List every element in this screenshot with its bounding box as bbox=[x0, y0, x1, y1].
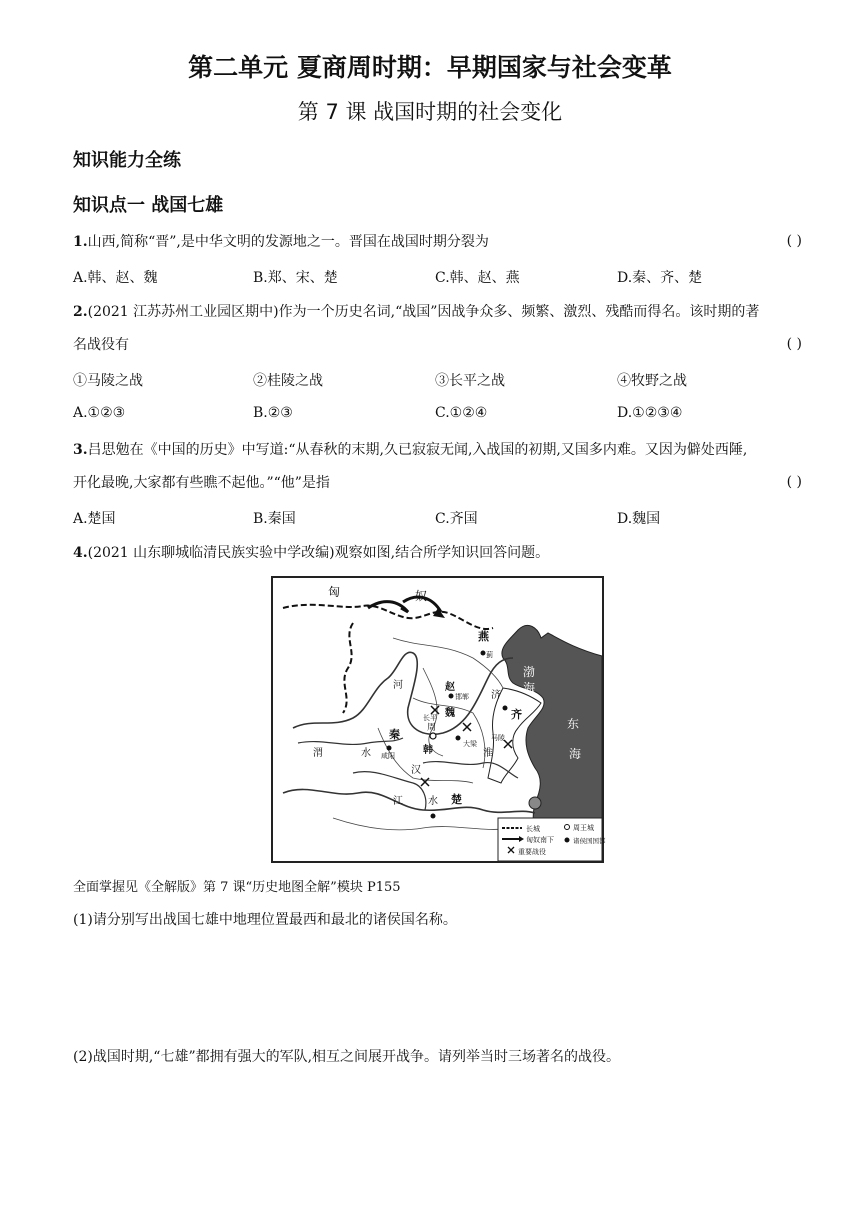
legend-capital-symbol bbox=[565, 838, 570, 843]
wu-capital-dot bbox=[529, 797, 541, 809]
question-number: 4. bbox=[73, 545, 88, 561]
label-he: 河 bbox=[393, 680, 403, 691]
warring-states-map bbox=[271, 576, 604, 863]
question-2 bbox=[73, 302, 803, 322]
han-river bbox=[353, 772, 426, 810]
label-wei: 魏 bbox=[445, 708, 455, 719]
label-han: 韩 bbox=[423, 745, 433, 756]
item-2: ②桂陵之战 bbox=[253, 373, 323, 389]
question-1 bbox=[73, 232, 803, 252]
label-xiongnu-1: 匈 bbox=[328, 585, 341, 599]
label-donghai-1: 东 bbox=[567, 717, 580, 731]
option-c: C.①②④ bbox=[435, 405, 488, 421]
label-xiongnu-2: 奴 bbox=[415, 589, 428, 603]
label-maling: 马陵 bbox=[491, 734, 505, 742]
option-b: B.郑、宋、楚 bbox=[253, 270, 338, 286]
answer-bracket: ( ) bbox=[786, 233, 802, 249]
great-wall-north bbox=[283, 605, 493, 629]
item-1: ①马陵之战 bbox=[73, 373, 143, 389]
label-bohai-2: 海 bbox=[523, 681, 536, 695]
legend-great-wall: 长城 bbox=[526, 825, 540, 833]
question-text: (2021 山东聊城临清民族实验中学改编)观察如图,结合所学知识回答问题。 bbox=[87, 545, 550, 561]
label-xianyang: 咸阳 bbox=[381, 752, 395, 760]
label-yan: 燕 bbox=[478, 630, 489, 643]
map-svg bbox=[273, 578, 606, 861]
great-wall-west bbox=[343, 623, 353, 713]
unit-title: 第二单元 夏商周时期：早期国家与社会变革 bbox=[188, 53, 672, 82]
label-daliang: 大梁 bbox=[463, 740, 477, 748]
question-text: (2021 江苏苏州工业园区期中)作为一个历史名词,“战国”因战争众多、频繁、激烈、残酷而得名。该时期的著 bbox=[87, 304, 760, 320]
label-ji: 济 bbox=[491, 690, 501, 701]
battle-yique-icon bbox=[421, 778, 429, 786]
option-b: B.②③ bbox=[253, 405, 293, 421]
lesson-title: 第 7 课 战国时期的社会变化 bbox=[297, 100, 563, 124]
map-legend bbox=[498, 818, 606, 861]
option-a: A.①②③ bbox=[73, 405, 126, 421]
option-d: D.①②③④ bbox=[617, 405, 683, 421]
yellow-river bbox=[293, 652, 513, 734]
question-4 bbox=[73, 543, 803, 563]
option-d: D.魏国 bbox=[617, 511, 661, 527]
option-a: A.楚国 bbox=[73, 511, 116, 527]
label-han-river: 汉 bbox=[411, 765, 421, 776]
reference-note: 全面掌握见《全解版》第 7 课“历史地图全解”模块 P155 bbox=[73, 880, 401, 895]
section-title: 知识能力全练 bbox=[73, 150, 181, 171]
legend-zhou-city: 周王城 bbox=[573, 824, 594, 832]
answer-bracket: ( ) bbox=[786, 336, 802, 352]
zhou-royal-city bbox=[430, 733, 436, 739]
wei-river bbox=[298, 738, 403, 744]
label-zhao: 赵 bbox=[445, 682, 455, 693]
item-4: ④牧野之战 bbox=[617, 373, 687, 389]
legend-xiongnu-south: 匈奴南下 bbox=[526, 836, 554, 844]
label-zhou: 周 bbox=[427, 723, 437, 733]
legend-capital: 诸侯国国都 bbox=[573, 837, 606, 845]
option-b: B.秦国 bbox=[253, 511, 296, 527]
battle-guiling-icon bbox=[463, 723, 471, 731]
yangtze-river bbox=[283, 789, 535, 813]
subsection-title: 知识点一 战国七雄 bbox=[73, 195, 224, 216]
label-bohai-1: 渤 bbox=[523, 665, 536, 679]
question-text: 山西,简称“晋”,是中华文明的发源地之一。晋国在战国时期分裂为 bbox=[87, 234, 489, 250]
legend-battle: 重要战役 bbox=[518, 848, 546, 856]
question-2-line-2: 名战役有 bbox=[73, 337, 129, 353]
option-d: D.秦、齐、楚 bbox=[617, 270, 703, 286]
capital-handan bbox=[449, 694, 454, 699]
capital-linzi bbox=[503, 706, 508, 711]
capital-xianyang bbox=[387, 746, 392, 751]
option-c: C.齐国 bbox=[435, 511, 478, 527]
item-3: ③长平之战 bbox=[435, 373, 505, 389]
question-3-line-2: 开化最晚,大家都有些瞧不起他。”“他”是指 bbox=[73, 475, 330, 491]
question-number: 2. bbox=[73, 304, 88, 320]
question-text: 吕思勉在《中国的历史》中写道:“从春秋的末期,久已寂寂无闻,入战国的初期,又国多内难。又因为僻处西陲, bbox=[87, 442, 748, 458]
label-qin: 秦 bbox=[389, 728, 400, 741]
label-jiang: 江 bbox=[393, 796, 403, 807]
capital-ji bbox=[481, 651, 486, 656]
label-huai: 淮 bbox=[483, 748, 493, 759]
label-handan: 邯郸 bbox=[455, 693, 469, 701]
label-donghai-2: 海 bbox=[569, 747, 582, 761]
sub-question-2: (2)战国时期,“七雄”都拥有强大的军队,相互之间展开战争。请列举当时三场著名的战役。 bbox=[73, 1049, 621, 1065]
capital-daliang bbox=[456, 736, 461, 741]
capital-ying bbox=[431, 814, 436, 819]
legend-zhou-symbol bbox=[565, 825, 570, 830]
label-qi: 齐 bbox=[511, 708, 522, 721]
state-border-5 bbox=[333, 818, 513, 830]
question-number: 1. bbox=[73, 234, 88, 250]
label-wei-river: 渭 bbox=[313, 748, 323, 759]
option-c: C.韩、赵、燕 bbox=[435, 270, 520, 286]
battle-changping-icon bbox=[431, 706, 439, 714]
question-number: 3. bbox=[73, 442, 88, 458]
label-shui-2: 水 bbox=[428, 796, 438, 807]
label-ji-city: 蓟 bbox=[486, 651, 493, 659]
label-shui-1: 水 bbox=[361, 748, 371, 759]
answer-bracket: ( ) bbox=[786, 474, 802, 490]
label-chu: 楚 bbox=[451, 793, 462, 806]
sub-question-1: (1)请分别写出战国七雄中地理位置最西和最北的诸侯国名称。 bbox=[73, 912, 457, 928]
question-3 bbox=[73, 440, 803, 460]
label-changping: 长平 bbox=[423, 714, 437, 722]
option-a: A.韩、赵、魏 bbox=[73, 270, 158, 286]
